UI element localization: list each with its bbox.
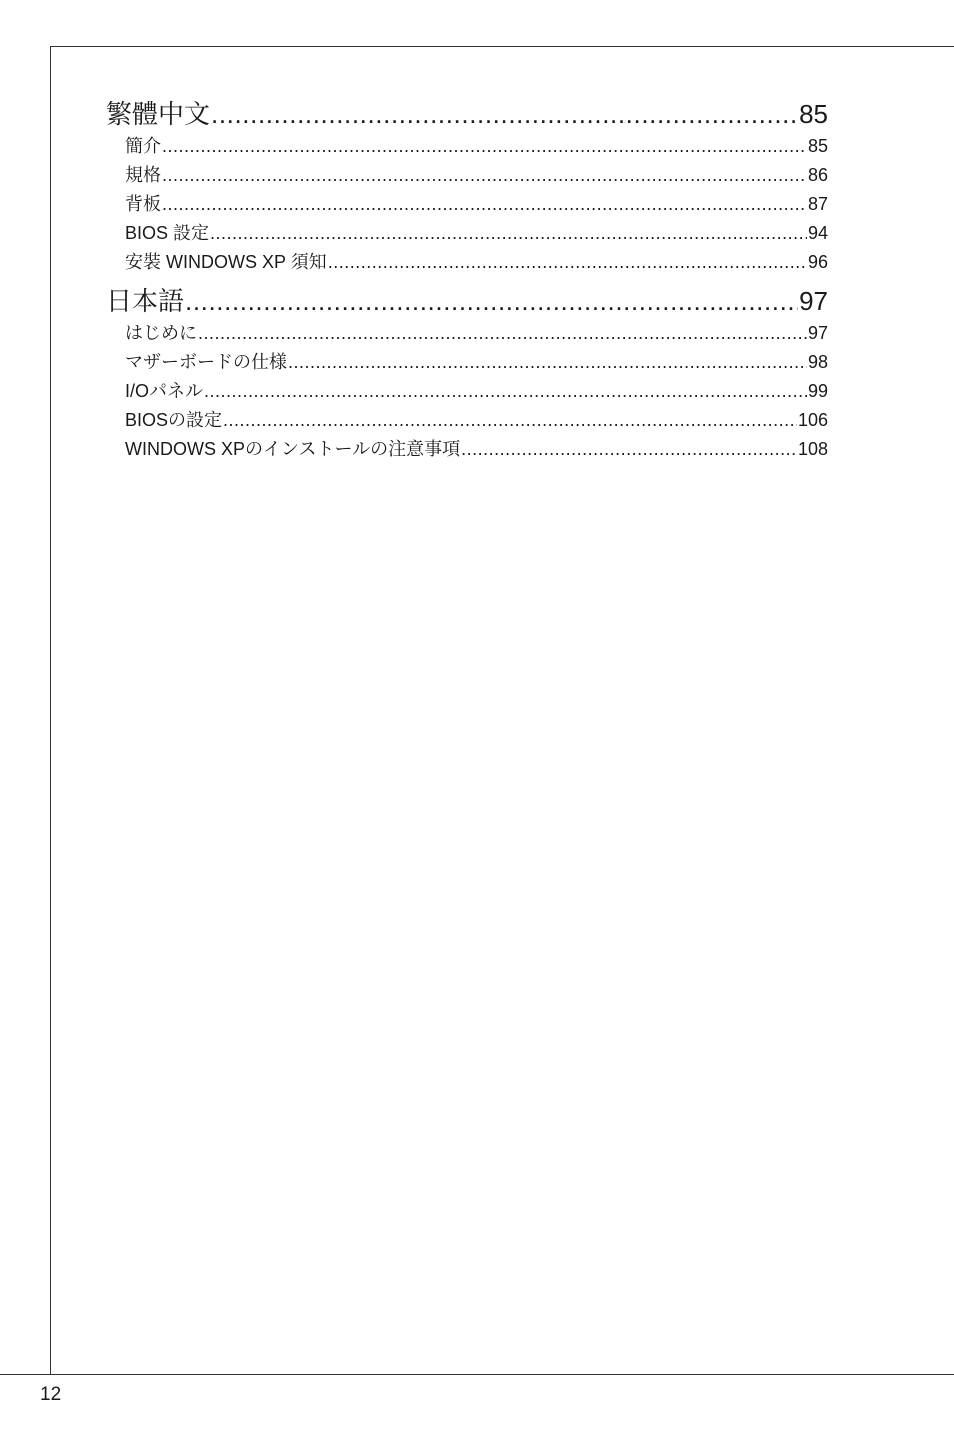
toc-dot-leader [204, 377, 807, 406]
toc-section-page: 97 [799, 286, 828, 316]
toc-dot-leader [198, 319, 807, 348]
table-of-contents [106, 96, 828, 470]
toc-dot-leader [211, 96, 798, 132]
toc-entry-label: WINDOWS XPのインストールの注意事項 [125, 439, 461, 459]
toc-entry-label: BIOSの設定 [125, 410, 223, 430]
toc-entry-label: BIOS 設定 [125, 223, 210, 243]
toc-entry-page: 94 [807, 223, 828, 243]
toc-section-traditional-chinese [106, 96, 828, 277]
toc-entry-page: 96 [807, 252, 828, 272]
toc-dot-leader [288, 348, 807, 377]
toc-entry-label: 簡介 [125, 136, 161, 156]
toc-dot-leader [210, 219, 807, 248]
page-frame-left-rule [50, 46, 51, 1375]
toc-entry-page: 85 [807, 136, 828, 156]
toc-dot-leader [328, 248, 807, 277]
toc-entry[interactable] [106, 319, 828, 348]
toc-entry[interactable] [106, 406, 828, 435]
toc-entry-label: マザーボードの仕様 [125, 352, 287, 372]
toc-entry-page: 86 [807, 165, 828, 185]
toc-section-heading[interactable] [106, 96, 828, 132]
page-number: 12 [40, 1384, 62, 1405]
page-frame-bottom-rule [0, 1374, 954, 1375]
toc-entry[interactable] [106, 377, 828, 406]
toc-entry-page: 98 [807, 352, 828, 372]
toc-dot-leader [162, 161, 807, 190]
toc-entry[interactable] [106, 190, 828, 219]
toc-dot-leader [223, 406, 797, 435]
toc-entry-label: I/Oパネル [125, 381, 204, 401]
toc-entry-page: 97 [807, 323, 828, 343]
toc-entry-page: 87 [807, 194, 828, 214]
toc-entry[interactable] [106, 219, 828, 248]
toc-entry-label: 規格 [125, 165, 161, 185]
toc-entry-page: 106 [797, 410, 828, 430]
toc-dot-leader [185, 283, 798, 319]
toc-dot-leader [162, 132, 807, 161]
toc-dot-leader [162, 190, 807, 219]
toc-entry[interactable] [106, 348, 828, 377]
page-frame-top-rule [50, 46, 954, 47]
toc-section-heading[interactable] [106, 283, 828, 319]
toc-entry-page: 108 [797, 439, 828, 459]
toc-section-title: 繁體中文 [106, 99, 211, 129]
toc-entry[interactable] [106, 248, 828, 277]
toc-section-page: 85 [799, 99, 828, 129]
toc-section-title: 日本語 [106, 286, 185, 316]
toc-entry[interactable] [106, 132, 828, 161]
toc-entry-label: 背板 [125, 194, 161, 214]
toc-entry[interactable] [106, 435, 828, 464]
toc-dot-leader [461, 435, 797, 464]
toc-entry-label: はじめに [125, 323, 197, 343]
toc-section-japanese [106, 283, 828, 464]
toc-entry-label: 安裝 WINDOWS XP 須知 [125, 252, 327, 272]
toc-entry-page: 99 [807, 381, 828, 401]
toc-entry[interactable] [106, 161, 828, 190]
